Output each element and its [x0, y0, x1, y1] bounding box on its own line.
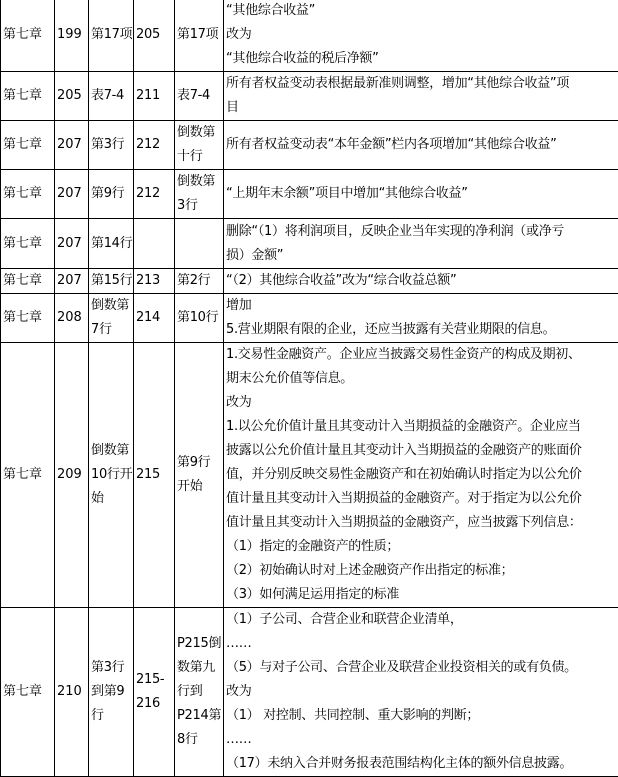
revised-page-cell: [134, 170, 175, 219]
revised-page-cell-line: 211: [136, 84, 174, 108]
original-line-cell-line: 第3行: [91, 656, 133, 680]
chapter-cell: 第七章: [1, 608, 55, 777]
revised-line-cell-line: 8行: [177, 728, 223, 752]
original-line-cell: [89, 294, 134, 343]
content-cell-line: 改为: [226, 680, 618, 704]
revised-line-cell-line: 第9行: [177, 451, 223, 475]
chapter-cell: 第七章: [1, 343, 55, 608]
revised-page-cell: [134, 269, 175, 294]
revised-line-cell: [175, 294, 224, 343]
content-cell: [224, 72, 618, 121]
content-cell-line: （17）未纳入合并财务报表范围结构化主体的额外信息披露。: [226, 752, 618, 776]
original-line-cell: [89, 219, 134, 269]
revised-page-cell-line: 212: [136, 133, 174, 157]
content-cell-line: （3）如何满足运用指定的标准: [226, 583, 618, 607]
original-page-cell: 209: [55, 343, 89, 608]
content-cell-line: ……: [226, 728, 618, 752]
original-line-cell-line: 始: [91, 487, 133, 511]
revised-page-cell-line: 214: [136, 306, 174, 330]
original-line-cell-line: 倒数第: [91, 439, 133, 463]
original-page-cell: 205: [55, 72, 89, 121]
content-cell: [224, 343, 618, 608]
revised-page-cell-line: 215-: [136, 668, 174, 692]
content-cell-line: “上期年末余额”项目中增加“其他综合收益”: [226, 182, 618, 206]
content-cell-line: 所有者权益变动表“本年金额”栏内各项增加“其他综合收益”: [226, 133, 618, 157]
content-cell: [224, 269, 618, 294]
revised-page-cell: [134, 0, 175, 72]
original-page-cell: 207: [55, 170, 89, 219]
content-cell-line: 损）金额”: [226, 244, 618, 268]
original-line-cell-line: 第17项: [91, 23, 133, 47]
revised-page-cell: [134, 294, 175, 343]
content-cell: [224, 219, 618, 269]
content-cell-line: 值计量且其变动计入当期损益的金融资产，应当披露下列信息：: [226, 511, 618, 535]
table-row: [1, 343, 618, 608]
original-page-cell: 207: [55, 269, 89, 294]
revised-line-cell-line: 3行: [177, 194, 223, 218]
revised-line-cell-line: 行到: [177, 680, 223, 704]
original-line-cell-line: 到第9: [91, 680, 133, 704]
content-cell-line: “（2）其他综合收益”改为“综合收益总额”: [226, 269, 618, 293]
chapter-cell: 第七章: [1, 0, 55, 72]
revised-line-cell-line: P215倒: [177, 632, 223, 656]
revised-line-cell-line: 十行: [177, 145, 223, 169]
content-cell-line: ……: [226, 632, 618, 656]
original-page-cell: 207: [55, 121, 89, 170]
revised-line-cell: [175, 121, 224, 170]
original-page-cell: 199: [55, 0, 89, 72]
original-line-cell-line: 10行开: [91, 463, 133, 487]
original-page-cell: 210: [55, 608, 89, 777]
chapter-cell: 第七章: [1, 294, 55, 343]
content-cell-line: “其他综合收益”: [226, 0, 618, 23]
revised-line-cell: [175, 72, 224, 121]
table-row: [1, 608, 618, 777]
original-line-cell-line: 7行: [91, 318, 133, 342]
revised-line-cell-line: 表7-4: [177, 84, 223, 108]
revised-page-cell-line: 205: [136, 23, 174, 47]
revised-line-cell-line: 第17项: [177, 23, 223, 47]
content-cell: [224, 608, 618, 777]
table-row: [1, 170, 618, 219]
content-cell: [224, 294, 618, 343]
content-cell-line: 1.以公允价值计量且其变动计入当期损益的金融资产。企业应当: [226, 415, 618, 439]
content-cell-line: 期末公允价值等信息。: [226, 367, 618, 391]
original-line-cell: [89, 72, 134, 121]
content-cell-line: （5）与对子公司、合营企业及联营企业投资相关的或有负债。: [226, 656, 618, 680]
chapter-cell: 第七章: [1, 72, 55, 121]
content-cell-line: （2）初始确认时对上述金融资产作出指定的标准；: [226, 559, 618, 583]
table-row: [1, 72, 618, 121]
original-line-cell: [89, 269, 134, 294]
revised-line-cell-line: 第2行: [177, 269, 223, 293]
content-cell-line: （1）子公司、合营企业和联营企业清单，: [226, 608, 618, 632]
original-line-cell-line: 表7-4: [91, 84, 133, 108]
original-line-cell-line: 倒数第: [91, 294, 133, 318]
revised-line-cell: [175, 170, 224, 219]
original-page-cell: 208: [55, 294, 89, 343]
revised-page-cell-line: 215: [136, 463, 174, 487]
revised-line-cell-line: 第10行: [177, 306, 223, 330]
original-line-cell-line: 行: [91, 704, 133, 728]
revised-line-cell-line: 开始: [177, 475, 223, 499]
revised-page-cell-line: 212: [136, 182, 174, 206]
revised-line-cell: [175, 343, 224, 608]
revised-line-cell: [175, 608, 224, 777]
chapter-cell: 第七章: [1, 219, 55, 269]
content-cell: [224, 121, 618, 170]
table-row: [1, 0, 618, 72]
revised-page-cell: [134, 343, 175, 608]
content-cell-line: 所有者权益变动表根据最新准则调整，增加“其他综合收益”项: [226, 72, 618, 96]
chapter-cell: 第七章: [1, 121, 55, 170]
original-line-cell-line: 第15行: [91, 269, 133, 293]
content-cell: [224, 170, 618, 219]
content-cell-line: 值，并分别反映交易性金融资产和在初始确认时指定为以公允价: [226, 463, 618, 487]
original-line-cell: [89, 343, 134, 608]
revised-line-cell: [175, 269, 224, 294]
revised-page-cell: [134, 121, 175, 170]
original-line-cell: [89, 608, 134, 777]
revised-line-cell: [175, 219, 224, 269]
original-line-cell-line: 第14行: [91, 232, 133, 256]
content-cell-line: “其他综合收益的税后净额”: [226, 47, 618, 71]
table-row: [1, 294, 618, 343]
chapter-cell: 第七章: [1, 170, 55, 219]
content-cell-line: 增加: [226, 294, 618, 318]
content-cell-line: 值计量且其变动计入当期损益的金融资产。对于指定为以公允价: [226, 487, 618, 511]
original-line-cell: [89, 0, 134, 72]
revised-page-cell-line: 213: [136, 269, 174, 293]
revised-line-cell-line: 倒数第: [177, 170, 223, 194]
revised-line-cell-line: 数第九: [177, 656, 223, 680]
content-cell-line: 改为: [226, 23, 618, 47]
revised-page-cell: [134, 219, 175, 269]
original-line-cell-line: 第3行: [91, 133, 133, 157]
revised-page-cell-line: 216: [136, 692, 174, 716]
revised-line-cell-line: 倒数第: [177, 121, 223, 145]
original-line-cell: [89, 170, 134, 219]
table-row: [1, 121, 618, 170]
content-cell: [224, 0, 618, 72]
revised-line-cell-line: P214第: [177, 704, 223, 728]
original-line-cell-line: 第9行: [91, 182, 133, 206]
revised-page-cell: [134, 72, 175, 121]
content-cell-line: 目: [226, 96, 618, 120]
revised-page-cell: [134, 608, 175, 777]
table-row: [1, 219, 618, 269]
table-row: [1, 269, 618, 294]
revised-line-cell: [175, 0, 224, 72]
content-cell-line: （1） 对控制、共同控制、重大影响的判断；: [226, 704, 618, 728]
content-cell-line: 删除“（1）将利润项目，反映企业当年实现的净利润（或净亏: [226, 220, 618, 244]
content-cell-line: （1）指定的金融资产的性质；: [226, 535, 618, 559]
content-cell-line: 披露以公允价值计量且其变动计入当期损益的金融资产的账面价: [226, 439, 618, 463]
original-page-cell: 207: [55, 219, 89, 269]
content-cell-line: 1.交易性金融资产。企业应当披露交易性金资产的构成及期初、: [226, 343, 618, 367]
content-cell-line: 5.营业期限有限的企业，还应当披露有关营业期限的信息。: [226, 318, 618, 342]
chapter-cell: 第七章: [1, 269, 55, 294]
original-line-cell: [89, 121, 134, 170]
content-cell-line: 改为: [226, 391, 618, 415]
